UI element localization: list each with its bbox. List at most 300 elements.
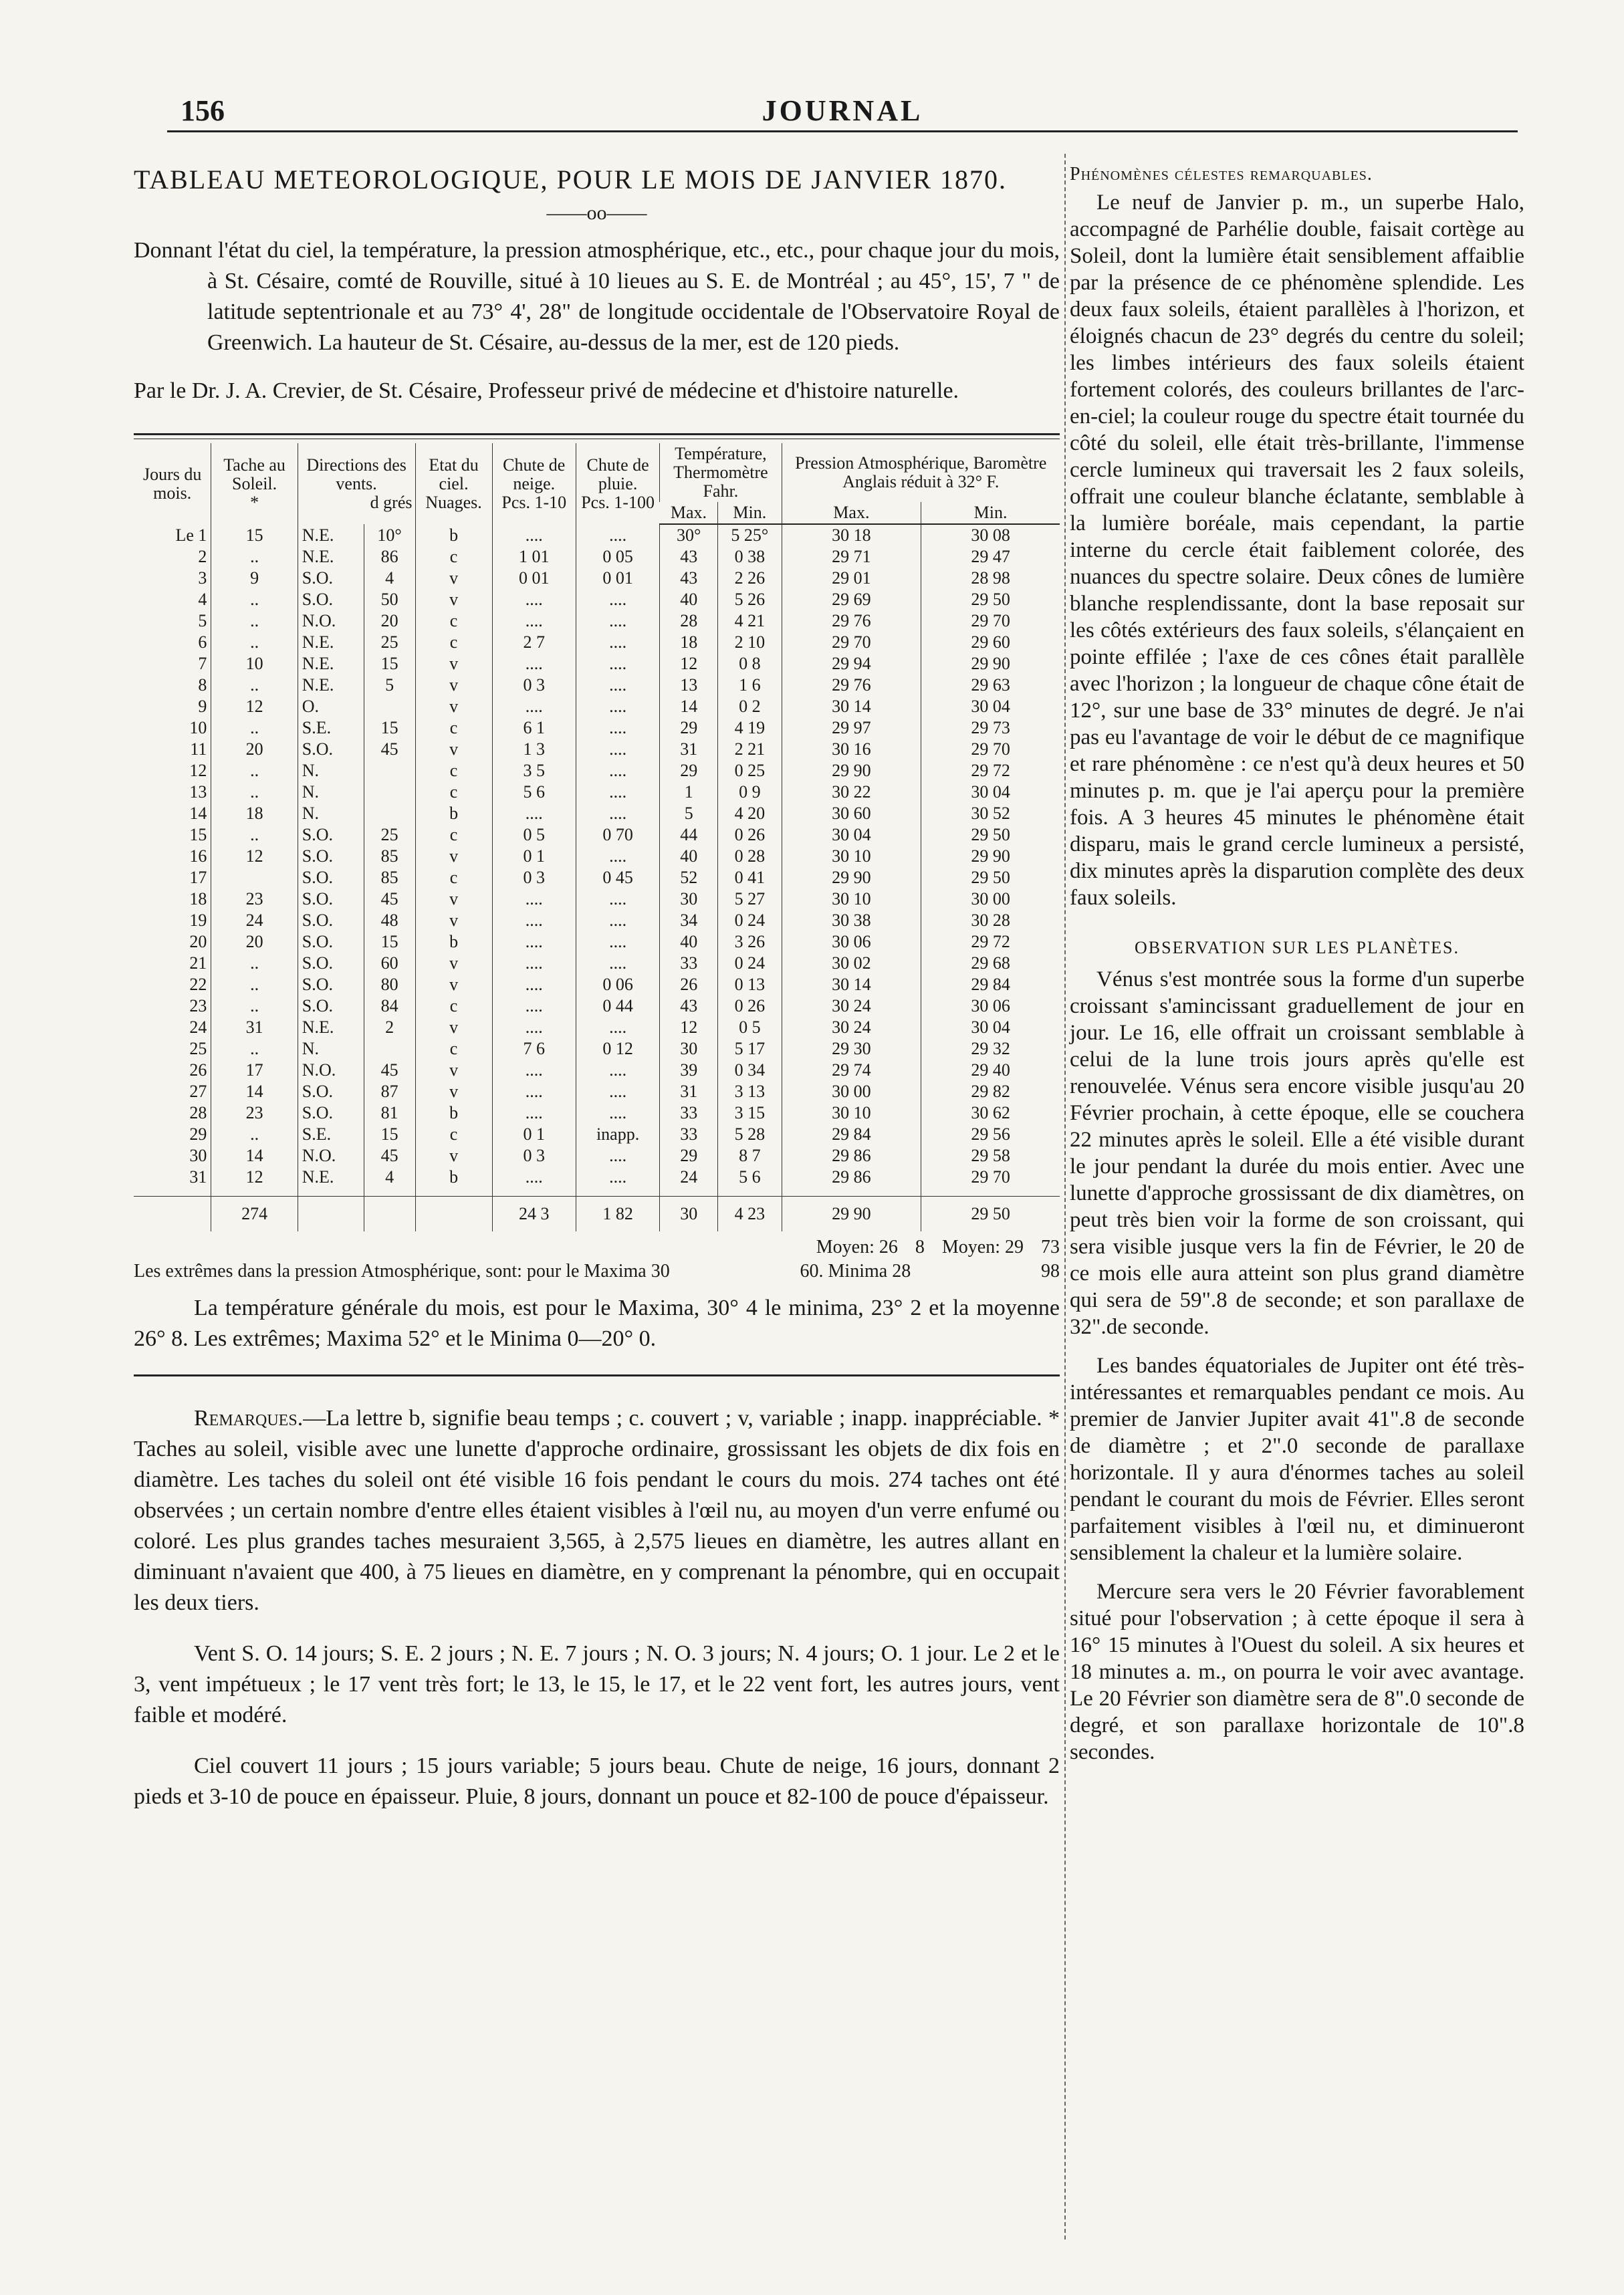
mercure-paragraph: Mercure sera vers le 20 Février favorablement situé pour l'observation ; à cette époque il sera à 16° 15 minutes à l'Ouest du soleil. A six heures et 18 minutes a. m., on pourra le voir avec avantage. Le 20 Février son diamètre sera de 8".0 seconde de degré, et son parallaxe horizontale de 10".8 secondes. [1070, 1580, 1524, 1764]
table-cell: S.O. [298, 846, 364, 867]
table-cell: 2 21 [718, 739, 782, 760]
table-cell: 14 [211, 1145, 298, 1167]
table-row [134, 610, 1060, 632]
vent-paragraph: Vent S. O. 14 jours; S. E. 2 jours ; N. E. 7 jours ; N. O. 3 jours; N. 4 jours; O. 1 jour. Le 2 et le 3, vent impétueux ; le 17 vent très fort; le 13, le 15, le 17, et le 22 vent fort, les autres jours, vent faible et modéré. [134, 1641, 1060, 1727]
table-row [134, 910, 1060, 931]
table-cell: .. [211, 781, 298, 803]
table-cell: 29 90 [921, 653, 1060, 675]
table-cell: 20 [211, 931, 298, 953]
table-cell: 86 [364, 546, 415, 568]
table-cell: c [415, 1124, 492, 1145]
table-cell: 45 [364, 1060, 415, 1081]
column-divider [1064, 154, 1066, 2240]
left-column [134, 164, 1060, 1832]
table-cell: S.O. [298, 1081, 364, 1102]
table-cell: 29 60 [921, 632, 1060, 653]
table-cell: .... [576, 953, 659, 974]
table-cell: 13 [189, 782, 207, 802]
table-cell: 0 34 [718, 1060, 782, 1081]
table-cell: .... [492, 910, 576, 931]
table-cell: 24 [211, 910, 298, 931]
table-cell: 29 70 [921, 1167, 1060, 1188]
table-cell: 3 [198, 568, 207, 588]
table-cell: 45 [364, 1145, 415, 1167]
table-row [134, 739, 1060, 760]
table-cell: .... [576, 675, 659, 696]
col-jours: Jours du mois. [142, 464, 202, 503]
table-row [134, 1102, 1060, 1124]
table-cell: 5 [364, 675, 415, 696]
table-row [134, 1038, 1060, 1060]
table-cell: S.O. [298, 995, 364, 1017]
table-cell: 45 [364, 888, 415, 910]
table-cell [364, 1038, 415, 1060]
table-cell: 30 00 [921, 888, 1060, 910]
table-cell: N. [298, 781, 364, 803]
table-cell: S.O. [298, 910, 364, 931]
table-cell: S.O. [298, 589, 364, 610]
table-cell [211, 867, 298, 888]
table-cell: 45 [364, 739, 415, 760]
table-row [134, 1060, 1060, 1081]
table-cell: 5 27 [718, 888, 782, 910]
total-cell [134, 1197, 211, 1232]
table-cell: 29 84 [782, 1124, 921, 1145]
table-cell: c [415, 546, 492, 568]
table-cell: 29 [189, 1124, 207, 1144]
col-t-max: Max. [660, 502, 718, 524]
table-cell: S.O. [298, 568, 364, 589]
table-cell: 0 3 [492, 867, 576, 888]
col-temperature [660, 443, 782, 502]
journal-title: JOURNAL [762, 94, 923, 127]
table-cell: .... [576, 524, 659, 546]
table-cell: 1 3 [492, 739, 576, 760]
table-cell: .... [576, 846, 659, 867]
table-cell: 18 [211, 803, 298, 824]
table-cell: c [415, 995, 492, 1017]
table-row [134, 974, 1060, 995]
table-cell: 30 24 [782, 1017, 921, 1038]
table-cell: .... [492, 1017, 576, 1038]
table-cell: .... [576, 931, 659, 953]
table-cell: v [415, 1060, 492, 1081]
spacer-cell [364, 1188, 415, 1197]
table-cell: N.E. [298, 1017, 364, 1038]
right-column [1070, 164, 1524, 1778]
table-row [134, 675, 1060, 696]
table-cell: Le 1 [175, 525, 207, 545]
general-temperature: La température générale du mois, est pour le Maxima, 30° 4 le minima, 23° 2 et la moyenne 26° 8. Les extrêmes; Maxima 52° et le Minima 0—20° 0. [134, 1296, 1060, 1351]
table-cell: 5 17 [718, 1038, 782, 1060]
table-cell: .... [576, 1081, 659, 1102]
table-cell: N.E. [298, 653, 364, 675]
table-cell: 5 6 [492, 781, 576, 803]
table-cell: b [415, 1167, 492, 1188]
table-row [134, 760, 1060, 781]
table-cell: 26 [189, 1060, 207, 1080]
col-neige-label: Chute de neige. [503, 455, 566, 493]
table-cell: .... [492, 995, 576, 1017]
table-cell: 22 [189, 975, 207, 994]
table-cell: 10 [211, 653, 298, 675]
table-cell: 29 56 [921, 1124, 1060, 1145]
total-cell: 30 [660, 1197, 718, 1232]
table-cell: 29 70 [921, 610, 1060, 632]
table-cell: 30 04 [921, 696, 1060, 717]
table-cell: .... [492, 696, 576, 717]
table-row [134, 781, 1060, 803]
table-cell: 29 90 [782, 760, 921, 781]
spacer-cell [415, 1188, 492, 1197]
table-cell: 30 06 [921, 995, 1060, 1017]
table-cell: 7 [198, 654, 207, 673]
col-neige [492, 443, 576, 524]
table-cell: b [415, 931, 492, 953]
table-cell: b [415, 1102, 492, 1124]
table-cell: 29 32 [921, 1038, 1060, 1060]
table-cell: 0 05 [576, 546, 659, 568]
table-cell: 44 [660, 824, 718, 846]
table-cell: c [415, 610, 492, 632]
table-cell: 30 08 [921, 524, 1060, 546]
table-cell: v [415, 1017, 492, 1038]
table-cell: 29 71 [782, 546, 921, 568]
table-cell: 12 [211, 1167, 298, 1188]
table-cell: .... [492, 653, 576, 675]
table-cell: 0 06 [576, 974, 659, 995]
table-cell: 3 5 [492, 760, 576, 781]
table-cell: 0 5 [492, 824, 576, 846]
table-cell: 60 [364, 953, 415, 974]
table-cell: 84 [364, 995, 415, 1017]
spacer-cell [492, 1188, 576, 1197]
table-cell: 9 [198, 697, 207, 716]
table-cell: 0 3 [492, 1145, 576, 1167]
table-cell: 30 14 [782, 974, 921, 995]
table-row [134, 1167, 1060, 1188]
ciel-paragraph: Ciel couvert 11 jours ; 15 jours variable; 5 jours beau. Chute de neige, 16 jours, donnant 2 pieds et 3-10 de pouce en épaisseur. Pluie, 8 jours, donnant un pouce et 82-100 de pouce d'épaisseur. [134, 1754, 1060, 1809]
table-cell: 30 22 [782, 781, 921, 803]
table-cell: 4 [364, 568, 415, 589]
table-row [134, 1124, 1060, 1145]
table-cell: 40 [660, 589, 718, 610]
table-cell: 26 [660, 974, 718, 995]
table-row [134, 589, 1060, 610]
table-cell: 29 [660, 760, 718, 781]
table-cell [364, 803, 415, 824]
table-cell: 30 38 [782, 910, 921, 931]
spacer-cell [921, 1188, 1060, 1197]
table-cell: 30 52 [921, 803, 1060, 824]
table-cell: .... [576, 803, 659, 824]
table-cell: .... [492, 610, 576, 632]
table-cell: .. [211, 995, 298, 1017]
table-cell: 3 13 [718, 1081, 782, 1102]
table-cell: 29 94 [782, 653, 921, 675]
table-cell: 31 [660, 1081, 718, 1102]
table-cell: 29 70 [921, 739, 1060, 760]
table-cell: 19 [189, 911, 207, 930]
spacer-cell [718, 1188, 782, 1197]
phenomenes-heading: Phénomènes célestes remarquables. [1070, 164, 1373, 185]
table-cell: 29 30 [782, 1038, 921, 1060]
table-row [134, 1081, 1060, 1102]
jupiter-paragraph: Les bandes équatoriales de Jupiter ont été très-intéressantes et remarquables pendant ce mois. Au premier de Janvier Jupiter avait 41".8 de seconde de diamètre ; et 2".0 seconde de parallaxe horizontale. Il y aura d'énormes taches au soleil pendant le courant du mois de Février. Elles seront parfaitement visibles à l'œil nu, et diminueront sensiblement la chaleur et la lumière solaire. [1070, 1354, 1524, 1565]
table-cell: S.O. [298, 974, 364, 995]
table-cell: 29 69 [782, 589, 921, 610]
table-cell: 12 [660, 1017, 718, 1038]
col-p-max: Max. [782, 502, 921, 524]
table-cell: 29 90 [921, 846, 1060, 867]
table-cell: 5 [660, 803, 718, 824]
table-cell: 30 [660, 888, 718, 910]
table-cell: c [415, 781, 492, 803]
table-cell: 0 26 [718, 824, 782, 846]
table-cell: 1 6 [718, 675, 782, 696]
section-rule [134, 1374, 1060, 1376]
moyen-press-min: 73 [1041, 1237, 1060, 1257]
col-pluie-unit: Pcs. 1-100 [581, 492, 655, 512]
table-cell: 14 [660, 696, 718, 717]
table-cell: c [415, 632, 492, 653]
table-cell: 81 [364, 1102, 415, 1124]
table-cell: 13 [660, 675, 718, 696]
table-cell: 31 [660, 739, 718, 760]
phenomenes-paragraph: Le neuf de Janvier p. m., un superbe Halo, accompagné de Parhélie double, faisait cortège au Soleil, dont la lumière était sensiblement affaiblie par la présence de ce phénomène splendide. Les deux faux soleils, étaient parallèles à l'horizon, et éloignés chacun de 23° degrés du centre du soleil; les limbes intérieurs des faux soleils étaient fortement colorés, des couleurs brillantes de l'arc-en-ciel; la couleur rouge du spectre était tournée du côté du soleil, elle était très-brillante, l'immense cercle lumineux qui traversait les 2 faux soleils, offrait une couleur blanche éclatante, semblable à la lumière boréale, mais cependant, la partie interne du cercle était faiblement colorée, des nuances du spectre solaire. Deux cônes de lumière blanche resplendissante, dont la base reposait sur les côtés extérieurs des faux soleils, s'élançaient en pointe effilée ; l'axe de ces cônes était parallèle avec l'horizon ; la longueur de chaque cône était de 12°, sur une base de 33° minutes de degré. Je n'ai pas eu l'avantage de voir le début de ce magnifique et rare phénomène : ce n'est qu'à deux heures et 50 minutes p. m. que je l'ai aperçu pour la première fois. A 3 heures 45 minutes le phénomène était disparu, mais le grand cercle lumineux a persisté, dix minutes après la disparution complète des deux faux soleils. [1070, 191, 1524, 910]
table-cell: 0 44 [576, 995, 659, 1017]
table-cell: .... [576, 760, 659, 781]
table-cell: .... [576, 739, 659, 760]
table-cell: 33 [660, 953, 718, 974]
table-cell: .... [576, 717, 659, 739]
table-cell: 6 [198, 632, 207, 652]
col-taches-label: Tache au Soleil. [223, 455, 285, 493]
table-cell: 30 02 [782, 953, 921, 974]
table-cell: 15 [189, 825, 207, 844]
table-cell: 24 [189, 1017, 207, 1037]
table-cell: .... [492, 1081, 576, 1102]
table-cell: 10 [189, 718, 207, 737]
table-cell: 5 25° [718, 524, 782, 546]
page-number: 156 [181, 94, 225, 127]
table-cell: 10° [364, 524, 415, 546]
table-cell: v [415, 568, 492, 589]
table-cell: 29 50 [921, 824, 1060, 846]
col-etat-label: Etat du ciel. [429, 455, 479, 493]
table-cell: 28 [189, 1103, 207, 1122]
table-cell: 30 18 [782, 524, 921, 546]
table-top-rule [134, 433, 1060, 439]
col-temperature-label: Température, [675, 444, 767, 463]
table-cell: 33 [660, 1124, 718, 1145]
table-cell: 18 [189, 889, 207, 909]
table-cell: b [415, 803, 492, 824]
table-cell: 39 [660, 1060, 718, 1081]
table-cell: 4 20 [718, 803, 782, 824]
col-thermometre-label: Thermomètre Fahr. [673, 463, 768, 501]
table-cell: 29 76 [782, 610, 921, 632]
table-cell: 14 [189, 804, 207, 823]
table-row [134, 524, 1060, 546]
total-cell: 4 23 [718, 1197, 782, 1232]
table-cell: 30 10 [782, 1102, 921, 1124]
table-cell: 0 28 [718, 846, 782, 867]
table-cell: 25 [189, 1039, 207, 1058]
table-cell: v [415, 953, 492, 974]
table-cell: .. [211, 974, 298, 995]
author-line: Par le Dr. J. A. Crevier, de St. Césaire, Professeur privé de médecine et d'histoire naturelle. [134, 378, 959, 403]
col-taches-symbol: * [250, 492, 259, 512]
table-cell: 85 [364, 867, 415, 888]
table-cell: 17 [189, 868, 207, 887]
spacer-cell [576, 1188, 659, 1197]
table-cell: 4 19 [718, 717, 782, 739]
table-cell: v [415, 1145, 492, 1167]
table-cell: 30 [189, 1146, 207, 1165]
table-cell: N.E. [298, 524, 364, 546]
table-cell: .. [211, 1038, 298, 1060]
table-cell: 23 [189, 996, 207, 1015]
table-cell: .... [576, 888, 659, 910]
table-cell: 0 01 [576, 568, 659, 589]
table-cell: 29 47 [921, 546, 1060, 568]
extremes-pression [134, 1261, 1060, 1282]
table-cell: 30 28 [921, 910, 1060, 931]
table-row [134, 696, 1060, 717]
table-cell: 12 [211, 696, 298, 717]
table-cell: 29 63 [921, 675, 1060, 696]
table-cell: 4 [198, 590, 207, 609]
table-cell: v [415, 846, 492, 867]
table-cell: .. [211, 717, 298, 739]
table-cell: 0 2 [718, 696, 782, 717]
table-cell: .... [492, 589, 576, 610]
table-cell: 29 72 [921, 760, 1060, 781]
extremes-pression-text: Les extrêmes dans la pression Atmosphérique, sont: pour le Maxima 30 [134, 1261, 670, 1282]
table-cell: 0 8 [718, 653, 782, 675]
table-cell: 80 [364, 974, 415, 995]
table-row [134, 953, 1060, 974]
table-cell: 29 82 [921, 1081, 1060, 1102]
table-cell: 5 6 [718, 1167, 782, 1188]
table-cell: 2 26 [718, 568, 782, 589]
extremes-pression-end: 98 [1041, 1261, 1060, 1282]
table-cell: 43 [660, 995, 718, 1017]
table-total-row [134, 1197, 1060, 1232]
table-cell: 50 [364, 589, 415, 610]
table-cell: N.E. [298, 675, 364, 696]
table-cell: 31 [211, 1017, 298, 1038]
table-cell: 4 21 [718, 610, 782, 632]
table-cell: 29 72 [921, 931, 1060, 953]
table-cell: 15 [364, 1124, 415, 1145]
table-cell: .... [492, 974, 576, 995]
table-cell: 21 [189, 953, 207, 973]
table-cell: O. [298, 696, 364, 717]
table-cell: N.E. [298, 1167, 364, 1188]
table-cell: 30 60 [782, 803, 921, 824]
table-cell: 1 [660, 781, 718, 803]
table-row [134, 546, 1060, 568]
table-cell: .... [576, 696, 659, 717]
table-row [134, 632, 1060, 653]
table-row [134, 995, 1060, 1017]
table-cell: .... [576, 653, 659, 675]
table-row [134, 888, 1060, 910]
planetes-heading: OBSERVATION SUR LES PLANÈTES. [1135, 938, 1460, 957]
col-t-min: Min. [718, 502, 782, 524]
table-cell: S.E. [298, 717, 364, 739]
moyen-temp: Moyen: 26 [816, 1237, 898, 1257]
table-header-row [134, 443, 1060, 502]
table-cell: .. [211, 632, 298, 653]
table-cell: 16 [189, 846, 207, 866]
table-cell: 17 [211, 1060, 298, 1081]
spacer-cell [660, 1188, 718, 1197]
col-directions-label: Directions des vents. [306, 455, 407, 493]
table-cell: b [415, 524, 492, 546]
table-row [134, 803, 1060, 824]
table-cell: 0 70 [576, 824, 659, 846]
table-cell: 23 [211, 888, 298, 910]
table-cell: 29 68 [921, 953, 1060, 974]
table-row [134, 717, 1060, 739]
table-cell: 52 [660, 867, 718, 888]
table-cell: 31 [189, 1167, 207, 1187]
table-cell: v [415, 696, 492, 717]
table-row [134, 824, 1060, 846]
table-cell: .... [576, 1167, 659, 1188]
ornament: ——oo—— [546, 202, 647, 224]
col-taches [211, 443, 298, 524]
table-cell: .. [211, 1124, 298, 1145]
table-cell: S.E. [298, 1124, 364, 1145]
table-cell: .... [492, 1060, 576, 1081]
table-cell: 29 90 [782, 867, 921, 888]
table-cell: 8 [198, 675, 207, 695]
table-cell: 29 [660, 717, 718, 739]
table-cell: 5 26 [718, 589, 782, 610]
meteo-table [134, 443, 1060, 1231]
table-cell: 29 97 [782, 717, 921, 739]
table-cell: 34 [660, 910, 718, 931]
spacer-cell [298, 1188, 364, 1197]
table-cell: 30° [660, 524, 718, 546]
col-etat [415, 443, 492, 524]
table-cell: 9 [211, 568, 298, 589]
spacer-cell [782, 1188, 921, 1197]
table-cell: 29 70 [782, 632, 921, 653]
table-cell: .. [211, 610, 298, 632]
table-cell: 27 [189, 1082, 207, 1101]
table-cell: S.O. [298, 931, 364, 953]
table-cell: .... [492, 931, 576, 953]
table-cell: .... [576, 589, 659, 610]
table-cell: 0 1 [492, 1124, 576, 1145]
table-cell: v [415, 910, 492, 931]
table-cell: 30 16 [782, 739, 921, 760]
col-pluie-label: Chute de pluie. [586, 455, 649, 493]
table-cell: 5 [198, 611, 207, 630]
table-cell: .. [211, 824, 298, 846]
table-cell: .... [576, 781, 659, 803]
table-cell: N. [298, 803, 364, 824]
col-directions-unit: d grés [370, 492, 413, 512]
table-cell: S.O. [298, 953, 364, 974]
table-cell: 2 [364, 1017, 415, 1038]
table-cell: 0 25 [718, 760, 782, 781]
